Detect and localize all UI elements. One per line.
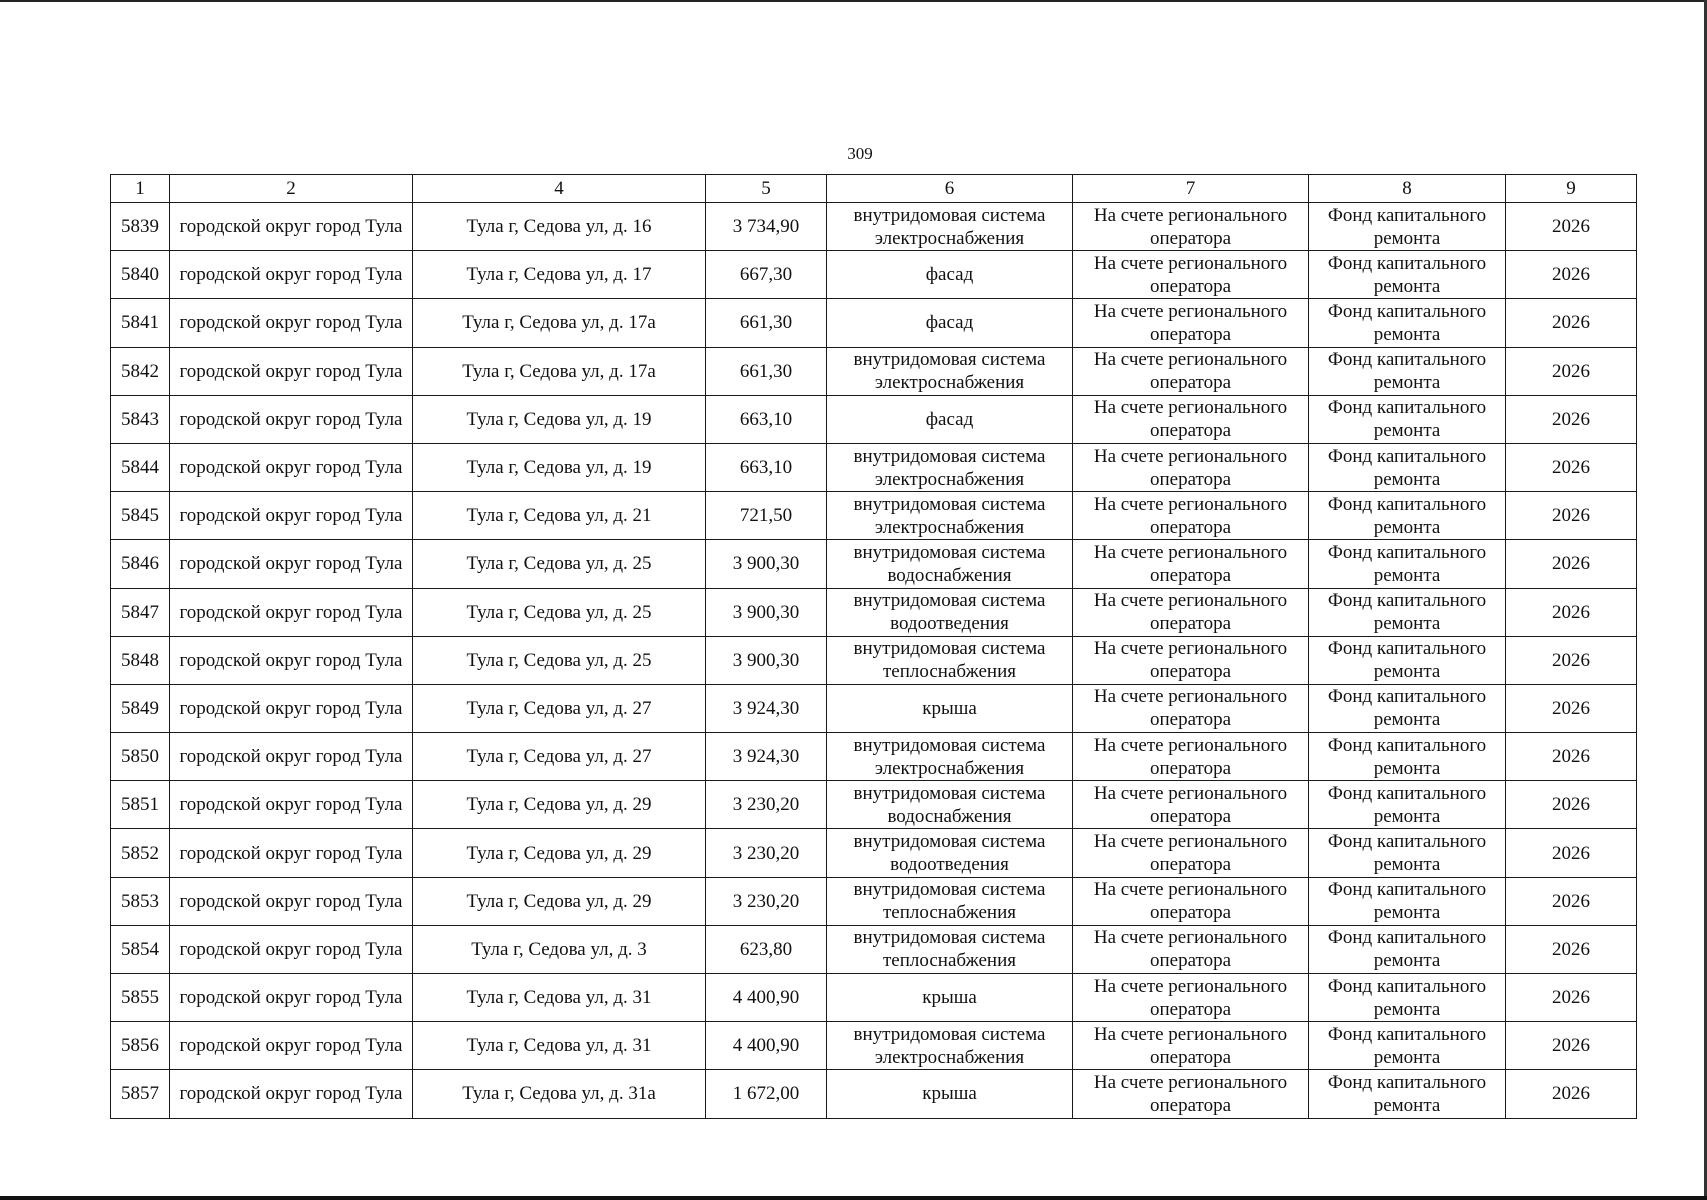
year-cell: 2026 (1506, 588, 1637, 636)
municipality-cell: городской округ город Тула (170, 1022, 413, 1070)
address-cell: Тула г, Седова ул, д. 19 (413, 443, 706, 491)
capital-repair-table (110, 174, 1637, 1119)
table-row (111, 492, 1637, 540)
account-method-cell: На счете регионального оператора (1073, 492, 1309, 540)
area-cell: 3 924,30 (706, 684, 827, 732)
municipality-cell: городской округ город Тула (170, 781, 413, 829)
municipality-cell: городской округ город Тула (170, 540, 413, 588)
work-type-cell: внутридомовая система водоснабжения (827, 781, 1073, 829)
table-row (111, 733, 1637, 781)
work-type-cell: внутридомовая система водоотведения (827, 588, 1073, 636)
account-method-cell: На счете регионального оператора (1073, 540, 1309, 588)
year-cell: 2026 (1506, 1022, 1637, 1070)
funding-source-cell: Фонд капитального ремонта (1309, 877, 1506, 925)
column-header-5: 5 (706, 175, 827, 203)
funding-source-cell: Фонд капитального ремонта (1309, 251, 1506, 299)
row-number-cell: 5846 (111, 540, 170, 588)
table-row (111, 877, 1637, 925)
area-cell: 3 230,20 (706, 877, 827, 925)
year-cell: 2026 (1506, 1070, 1637, 1118)
account-method-cell: На счете регионального оператора (1073, 877, 1309, 925)
account-method-cell: На счете регионального оператора (1073, 443, 1309, 491)
column-header-7: 7 (1073, 175, 1309, 203)
row-number-cell: 5843 (111, 395, 170, 443)
table-row (111, 1022, 1637, 1070)
area-cell: 661,30 (706, 299, 827, 347)
table-row (111, 395, 1637, 443)
address-cell: Тула г, Седова ул, д. 17а (413, 347, 706, 395)
address-cell: Тула г, Седова ул, д. 31а (413, 1070, 706, 1118)
scan-border-bottom (0, 1196, 1707, 1200)
funding-source-cell: Фонд капитального ремонта (1309, 925, 1506, 973)
account-method-cell: На счете регионального оператора (1073, 925, 1309, 973)
funding-source-cell: Фонд капитального ремонта (1309, 829, 1506, 877)
area-cell: 661,30 (706, 347, 827, 395)
table-body (111, 203, 1637, 1119)
year-cell: 2026 (1506, 925, 1637, 973)
funding-source-cell: Фонд капитального ремонта (1309, 974, 1506, 1022)
area-cell: 3 924,30 (706, 733, 827, 781)
address-cell: Тула г, Седова ул, д. 27 (413, 684, 706, 732)
area-cell: 3 900,30 (706, 636, 827, 684)
account-method-cell: На счете регионального оператора (1073, 251, 1309, 299)
row-number-cell: 5854 (111, 925, 170, 973)
area-cell: 667,30 (706, 251, 827, 299)
table-row (111, 974, 1637, 1022)
work-type-cell: внутридомовая система электроснабжения (827, 347, 1073, 395)
address-cell: Тула г, Седова ул, д. 25 (413, 636, 706, 684)
year-cell: 2026 (1506, 395, 1637, 443)
row-number-cell: 5852 (111, 829, 170, 877)
column-header-1: 1 (111, 175, 170, 203)
funding-source-cell: Фонд капитального ремонта (1309, 684, 1506, 732)
area-cell: 3 900,30 (706, 588, 827, 636)
area-cell: 663,10 (706, 443, 827, 491)
account-method-cell: На счете регионального оператора (1073, 347, 1309, 395)
year-cell: 2026 (1506, 540, 1637, 588)
year-cell: 2026 (1506, 829, 1637, 877)
year-cell: 2026 (1506, 974, 1637, 1022)
area-cell: 1 672,00 (706, 1070, 827, 1118)
address-cell: Тула г, Седова ул, д. 29 (413, 829, 706, 877)
page-number: 309 (847, 144, 873, 163)
municipality-cell: городской округ город Тула (170, 251, 413, 299)
account-method-cell: На счете регионального оператора (1073, 684, 1309, 732)
work-type-cell: внутридомовая система теплоснабжения (827, 877, 1073, 925)
work-type-cell: крыша (827, 974, 1073, 1022)
account-method-cell: На счете регионального оператора (1073, 203, 1309, 251)
area-cell: 4 400,90 (706, 1022, 827, 1070)
column-header-2: 2 (170, 175, 413, 203)
account-method-cell: На счете регионального оператора (1073, 636, 1309, 684)
table-row (111, 781, 1637, 829)
row-number-cell: 5845 (111, 492, 170, 540)
row-number-cell: 5840 (111, 251, 170, 299)
year-cell: 2026 (1506, 299, 1637, 347)
municipality-cell: городской округ город Тула (170, 492, 413, 540)
address-cell: Тула г, Седова ул, д. 19 (413, 395, 706, 443)
account-method-cell: На счете регионального оператора (1073, 588, 1309, 636)
row-number-cell: 5842 (111, 347, 170, 395)
year-cell: 2026 (1506, 733, 1637, 781)
municipality-cell: городской округ город Тула (170, 395, 413, 443)
work-type-cell: внутридомовая система электроснабжения (827, 1022, 1073, 1070)
row-number-cell: 5839 (111, 203, 170, 251)
work-type-cell: фасад (827, 251, 1073, 299)
funding-source-cell: Фонд капитального ремонта (1309, 492, 1506, 540)
table-row (111, 829, 1637, 877)
table-row (111, 251, 1637, 299)
row-number-cell: 5855 (111, 974, 170, 1022)
column-number-row (111, 175, 1637, 203)
address-cell: Тула г, Седова ул, д. 31 (413, 974, 706, 1022)
work-type-cell: внутридомовая система теплоснабжения (827, 636, 1073, 684)
municipality-cell: городской округ город Тула (170, 203, 413, 251)
row-number-cell: 5850 (111, 733, 170, 781)
funding-source-cell: Фонд капитального ремонта (1309, 540, 1506, 588)
area-cell: 4 400,90 (706, 974, 827, 1022)
area-cell: 3 734,90 (706, 203, 827, 251)
column-header-8: 8 (1309, 175, 1506, 203)
funding-source-cell: Фонд капитального ремонта (1309, 1070, 1506, 1118)
address-cell: Тула г, Седова ул, д. 3 (413, 925, 706, 973)
work-type-cell: внутридомовая система электроснабжения (827, 203, 1073, 251)
account-method-cell: На счете регионального оператора (1073, 733, 1309, 781)
municipality-cell: городской округ город Тула (170, 347, 413, 395)
year-cell: 2026 (1506, 684, 1637, 732)
row-number-cell: 5853 (111, 877, 170, 925)
year-cell: 2026 (1506, 877, 1637, 925)
municipality-cell: городской округ город Тула (170, 1070, 413, 1118)
municipality-cell: городской округ город Тула (170, 733, 413, 781)
row-number-cell: 5841 (111, 299, 170, 347)
address-cell: Тула г, Седова ул, д. 17а (413, 299, 706, 347)
year-cell: 2026 (1506, 443, 1637, 491)
work-type-cell: внутридомовая система электроснабжения (827, 443, 1073, 491)
table-row (111, 636, 1637, 684)
row-number-cell: 5857 (111, 1070, 170, 1118)
account-method-cell: На счете регионального оператора (1073, 395, 1309, 443)
row-number-cell: 5847 (111, 588, 170, 636)
funding-source-cell: Фонд капитального ремонта (1309, 347, 1506, 395)
area-cell: 663,10 (706, 395, 827, 443)
area-cell: 3 230,20 (706, 781, 827, 829)
account-method-cell: На счете регионального оператора (1073, 1070, 1309, 1118)
funding-source-cell: Фонд капитального ремонта (1309, 1022, 1506, 1070)
account-method-cell: На счете регионального оператора (1073, 974, 1309, 1022)
table-row (111, 1070, 1637, 1118)
year-cell: 2026 (1506, 636, 1637, 684)
address-cell: Тула г, Седова ул, д. 31 (413, 1022, 706, 1070)
work-type-cell: внутридомовая система теплоснабжения (827, 925, 1073, 973)
funding-source-cell: Фонд капитального ремонта (1309, 299, 1506, 347)
column-header-9: 9 (1506, 175, 1637, 203)
table-row (111, 684, 1637, 732)
scan-border-top (0, 0, 1707, 2)
funding-source-cell: Фонд капитального ремонта (1309, 781, 1506, 829)
table-row (111, 443, 1637, 491)
work-type-cell: внутридомовая система водоотведения (827, 829, 1073, 877)
area-cell: 721,50 (706, 492, 827, 540)
column-header-4: 4 (413, 175, 706, 203)
address-cell: Тула г, Седова ул, д. 29 (413, 877, 706, 925)
municipality-cell: городской округ город Тула (170, 684, 413, 732)
funding-source-cell: Фонд капитального ремонта (1309, 636, 1506, 684)
year-cell: 2026 (1506, 347, 1637, 395)
address-cell: Тула г, Седова ул, д. 27 (413, 733, 706, 781)
address-cell: Тула г, Седова ул, д. 25 (413, 540, 706, 588)
work-type-cell: фасад (827, 395, 1073, 443)
municipality-cell: городской округ город Тула (170, 877, 413, 925)
funding-source-cell: Фонд капитального ремонта (1309, 588, 1506, 636)
work-type-cell: внутридомовая система водоснабжения (827, 540, 1073, 588)
year-cell: 2026 (1506, 203, 1637, 251)
table-row (111, 347, 1637, 395)
address-cell: Тула г, Седова ул, д. 21 (413, 492, 706, 540)
address-cell: Тула г, Седова ул, д. 17 (413, 251, 706, 299)
row-number-cell: 5848 (111, 636, 170, 684)
table-row (111, 925, 1637, 973)
table-row (111, 299, 1637, 347)
work-type-cell: внутридомовая система электроснабжения (827, 492, 1073, 540)
area-cell: 3 230,20 (706, 829, 827, 877)
funding-source-cell: Фонд капитального ремонта (1309, 443, 1506, 491)
row-number-cell: 5849 (111, 684, 170, 732)
municipality-cell: городской округ город Тула (170, 974, 413, 1022)
address-cell: Тула г, Седова ул, д. 25 (413, 588, 706, 636)
funding-source-cell: Фонд капитального ремонта (1309, 203, 1506, 251)
address-cell: Тула г, Седова ул, д. 16 (413, 203, 706, 251)
work-type-cell: крыша (827, 684, 1073, 732)
work-type-cell: крыша (827, 1070, 1073, 1118)
account-method-cell: На счете регионального оператора (1073, 829, 1309, 877)
area-cell: 623,80 (706, 925, 827, 973)
municipality-cell: городской округ город Тула (170, 299, 413, 347)
account-method-cell: На счете регионального оператора (1073, 299, 1309, 347)
municipality-cell: городской округ город Тула (170, 636, 413, 684)
row-number-cell: 5844 (111, 443, 170, 491)
year-cell: 2026 (1506, 251, 1637, 299)
year-cell: 2026 (1506, 781, 1637, 829)
municipality-cell: городской округ город Тула (170, 925, 413, 973)
table-row (111, 540, 1637, 588)
row-number-cell: 5851 (111, 781, 170, 829)
account-method-cell: На счете регионального оператора (1073, 1022, 1309, 1070)
column-header-6: 6 (827, 175, 1073, 203)
municipality-cell: городской округ город Тула (170, 443, 413, 491)
address-cell: Тула г, Седова ул, д. 29 (413, 781, 706, 829)
area-cell: 3 900,30 (706, 540, 827, 588)
row-number-cell: 5856 (111, 1022, 170, 1070)
year-cell: 2026 (1506, 492, 1637, 540)
municipality-cell: городской округ город Тула (170, 829, 413, 877)
funding-source-cell: Фонд капитального ремонта (1309, 395, 1506, 443)
work-type-cell: фасад (827, 299, 1073, 347)
table-row (111, 588, 1637, 636)
account-method-cell: На счете регионального оператора (1073, 781, 1309, 829)
municipality-cell: городской округ город Тула (170, 588, 413, 636)
work-type-cell: внутридомовая система электроснабжения (827, 733, 1073, 781)
funding-source-cell: Фонд капитального ремонта (1309, 733, 1506, 781)
table-row (111, 203, 1637, 251)
